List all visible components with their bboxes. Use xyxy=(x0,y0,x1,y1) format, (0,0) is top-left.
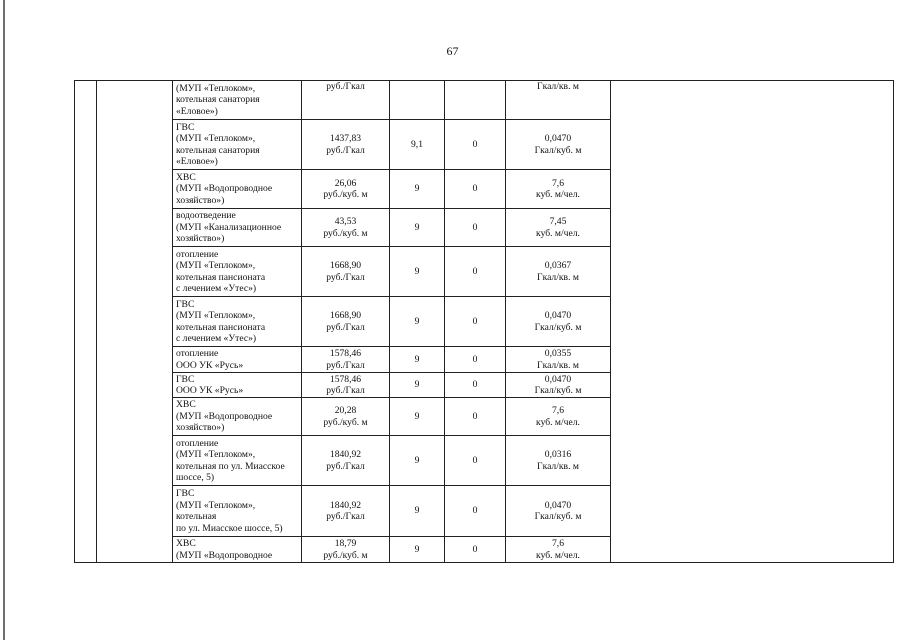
value-cell: 9 xyxy=(390,486,445,537)
value-cell: 0 xyxy=(445,209,506,247)
value-cell: 9 xyxy=(390,297,445,347)
value-cell: 0 xyxy=(445,170,506,209)
tariff-cell: руб./Гкал xyxy=(302,81,390,120)
value-cell: 0 xyxy=(445,486,506,537)
service-cell: ХВС (МУП «Водопроводное хозяйство») xyxy=(173,398,302,436)
locality-cell xyxy=(97,81,173,563)
value-cell: 9 xyxy=(390,247,445,297)
service-cell: ГВС ООО УК «Русь» xyxy=(173,373,302,398)
value-cell: 0 xyxy=(445,436,506,486)
tariff-cell: 1840,92 руб./Гкал xyxy=(302,436,390,486)
tariff-cell: 1578,46 руб./Гкал xyxy=(302,347,390,373)
value-cell: 0 xyxy=(445,373,506,398)
norm-cell: 7,6 куб. м/чел. xyxy=(506,398,611,436)
value-cell: 0 xyxy=(445,120,506,170)
table-row xyxy=(75,81,894,120)
tariff-cell: 1840,92 руб./Гкал xyxy=(302,486,390,537)
tariff-cell: 43,53 руб./куб. м xyxy=(302,209,390,247)
norm-cell: 0,0470 Гкал/куб. м xyxy=(506,486,611,537)
norm-cell: 0,0470 Гкал/куб. м xyxy=(506,297,611,347)
value-cell xyxy=(445,81,506,120)
service-cell: водоотведение (МУП «Канализационное хозяйство») xyxy=(173,209,302,247)
service-cell: ГВС (МУП «Теплоком», котельная пансионата с лечением «Утес») xyxy=(173,297,302,347)
service-cell: отопление (МУП «Теплоком», котельная пансионата с лечением «Утес») xyxy=(173,247,302,297)
norm-cell: Гкал/кв. м xyxy=(506,81,611,120)
norm-cell: 0,0316 Гкал/кв. м xyxy=(506,436,611,486)
norm-cell: 7,6 куб. м/чел. xyxy=(506,170,611,209)
service-cell: ХВС (МУП «Водопроводное хозяйство») xyxy=(173,170,302,209)
value-cell: 9 xyxy=(390,347,445,373)
tariff-cell: 1578,46 руб./Гкал xyxy=(302,373,390,398)
scan-edge-line xyxy=(3,0,5,640)
norm-cell: 7,45 куб. м/чел. xyxy=(506,209,611,247)
empty-column xyxy=(611,81,894,563)
norm-cell: 0,0470 Гкал/куб. м xyxy=(506,120,611,170)
service-cell: ГВС (МУП «Теплоком», котельная санатория «Еловое») xyxy=(173,120,302,170)
service-cell: отопление (МУП «Теплоком», котельная по ул. Миасское шоссе, 5) xyxy=(173,436,302,486)
tariff-cell: 20,28 руб./куб. м xyxy=(302,398,390,436)
norm-cell: 0,0470 Гкал/куб. м xyxy=(506,373,611,398)
norm-cell: 7,6 куб. м/чел. xyxy=(506,537,611,563)
value-cell: 9 xyxy=(390,398,445,436)
value-cell: 9 xyxy=(390,537,445,563)
tariff-cell: 1668,90 руб./Гкал xyxy=(302,297,390,347)
value-cell: 0 xyxy=(445,297,506,347)
service-cell: ХВС (МУП «Водопроводное xyxy=(173,537,302,563)
page-number: 67 xyxy=(446,44,459,58)
tariff-cell: 1437,83 руб./Гкал xyxy=(302,120,390,170)
value-cell: 9,1 xyxy=(390,120,445,170)
tariff-cell: 26,06 руб./куб. м xyxy=(302,170,390,209)
index-cell xyxy=(75,81,97,563)
value-cell: 0 xyxy=(445,398,506,436)
value-cell: 0 xyxy=(445,347,506,373)
value-cell: 9 xyxy=(390,209,445,247)
tariff-cell: 18,79 руб./куб. м xyxy=(302,537,390,563)
value-cell: 9 xyxy=(390,436,445,486)
tariff-table xyxy=(74,80,894,563)
value-cell: 0 xyxy=(445,247,506,297)
value-cell: 9 xyxy=(390,373,445,398)
tariff-cell: 1668,90 руб./Гкал xyxy=(302,247,390,297)
service-cell: (МУП «Теплоком», котельная санатория «Еловое») xyxy=(173,81,302,120)
norm-cell: 0,0355 Гкал/кв. м xyxy=(506,347,611,373)
value-cell: 9 xyxy=(390,170,445,209)
service-cell: ГВС (МУП «Теплоком», котельная по ул. Миасское шоссе, 5) xyxy=(173,486,302,537)
value-cell xyxy=(390,81,445,120)
service-cell: отопление ООО УК «Русь» xyxy=(173,347,302,373)
norm-cell: 0,0367 Гкал/кв. м xyxy=(506,247,611,297)
value-cell: 0 xyxy=(445,537,506,563)
